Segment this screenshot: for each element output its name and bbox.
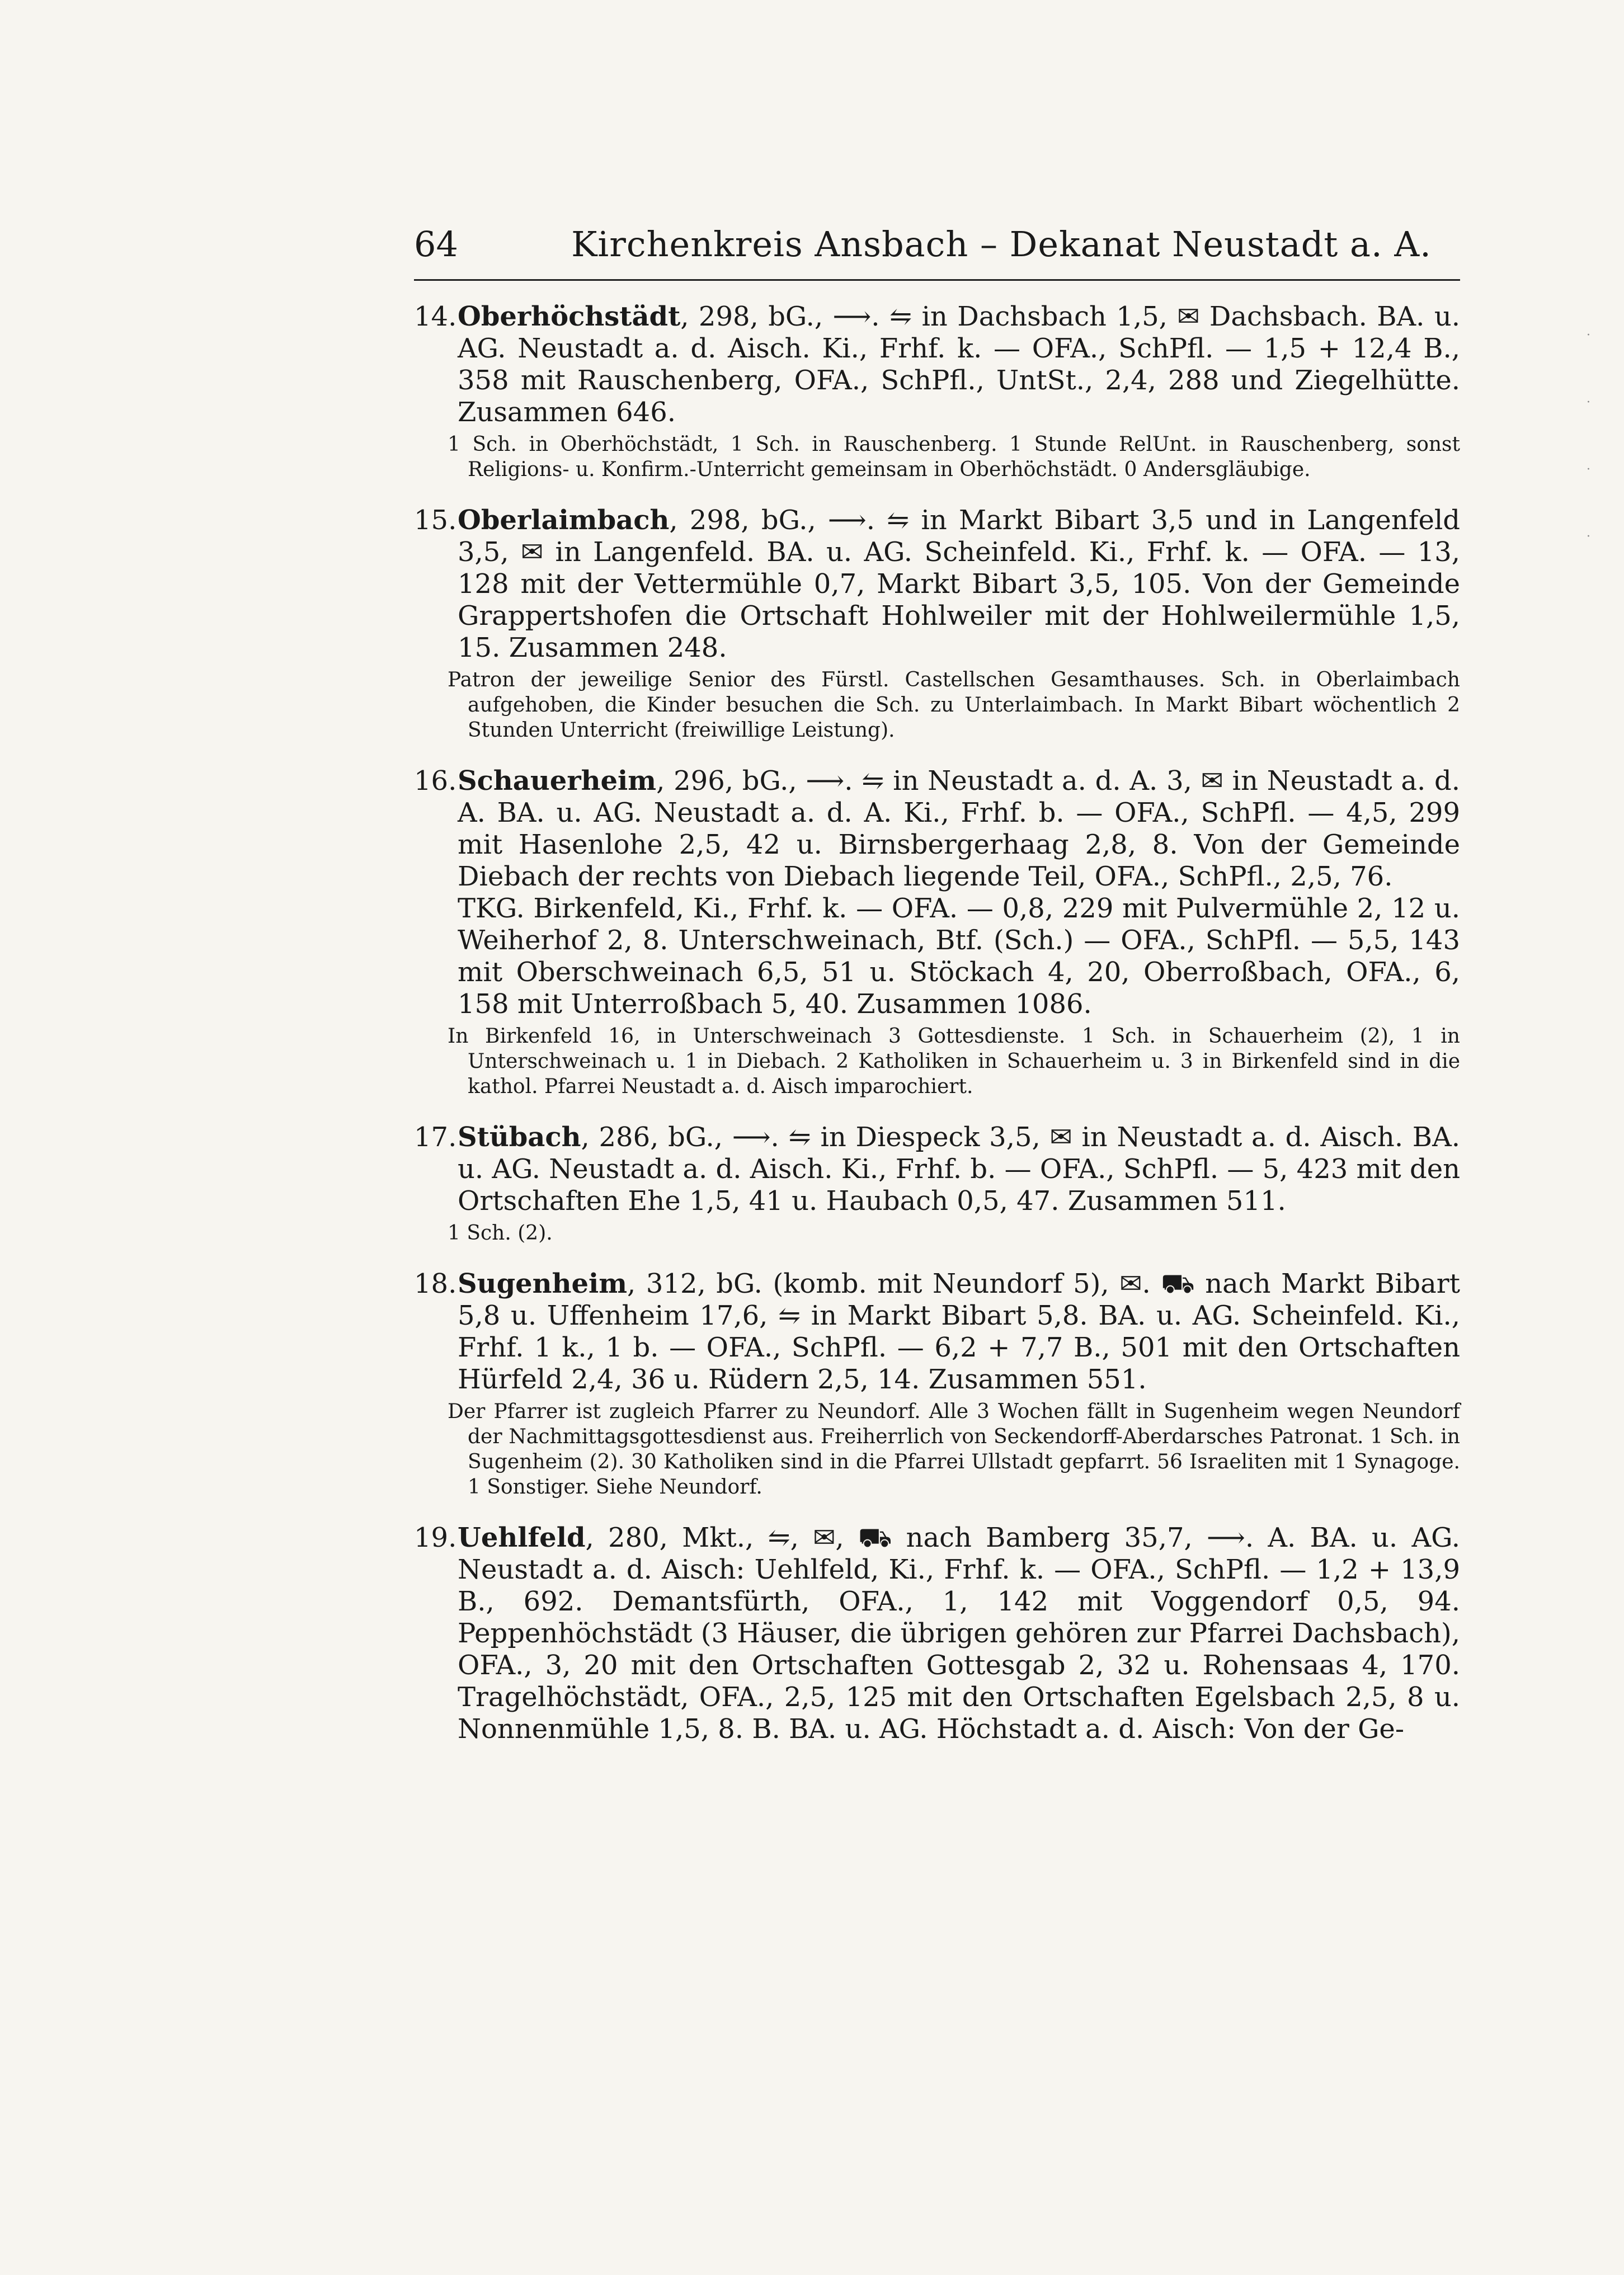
entry-note: 1 Sch. in Oberhöchstädt, 1 Sch. in Rauschenberg. 1 Stunde RelUnt. in Rauschenberg, sonst Religions- u. Konfirm.-Unterricht gemeinsam in Oberhöchstädt. 0 Andersgläubige.	[448, 433, 1460, 481]
list-item	[414, 1268, 1460, 1500]
place-name: Oberlaimbach	[458, 505, 670, 536]
entry-note: 1 Sch. (2).	[448, 1222, 553, 1245]
list-item	[414, 301, 1460, 482]
entry-note: Der Pfarrer ist zugleich Pfarrer zu Neundorf. Alle 3 Wochen fällt in Sugenheim wegen Neundorf der Nachmittagsgottesdienst aus. Freiherrlich von Seckendorff-Aberdarsches Patronat. 1 Sch. in Sugenheim (2). 30 Katholiken sind in die Pfarrei Ullstadt gepfarrt. 56 Israeliten mit 1 Synagoge. 1 Sonstiger. Siehe Neundorf.	[448, 1400, 1460, 1499]
entry-number: 18.	[414, 1268, 457, 1299]
place-name: Oberhöchstädt	[458, 301, 681, 332]
list-item	[414, 765, 1460, 1099]
entry-number: 14.	[414, 301, 457, 332]
page	[414, 224, 1460, 1768]
list-item	[414, 1522, 1460, 1745]
place-name: Stübach	[458, 1122, 581, 1153]
running-head	[414, 224, 1460, 281]
entry-body: , 296, bG., ⟶. ⇋ in Neustadt a. d. A. 3, ✉ in Neustadt a. d. A. BA. u. AG. Neustadt a. d. A. Ki., Frhf. b. — OFA., SchPfl. — 4,5, 299 mit Hasenlohe 2,5, 42 u. Birnsbergerhaag 2,8, 8. Von der Gemeinde Diebach der rechts von Diebach liegende Teil, OFA., SchPfl., 2,5, 76.	[458, 765, 1460, 892]
entry-note: In Birkenfeld 16, in Unterschweinach 3 Gottesdienste. 1 Sch. in Schauerheim (2), 1 in Unterschweinach u. 1 in Diebach. 2 Katholiken in Schauerheim u. 3 in Birkenfeld sind in die kathol. Pfarrei Neustadt a. d. Aisch imparochiert.	[448, 1025, 1460, 1098]
place-name: Sugenheim	[458, 1268, 628, 1299]
entry-text	[414, 1122, 1460, 1217]
page-title: Kirchenkreis Ansbach – Dekanat Neustadt a. A.	[571, 224, 1432, 265]
entry-body: , 298, bG., ⟶. ⇋ in Dachsbach 1,5, ✉ Dachsbach. BA. u. AG. Neustadt a. d. Aisch. Ki., Frhf. k. — OFA., SchPfl. — 1,5 + 12,4 B., 358 mit Rauschenberg, OFA., SchPfl., UntSt., 2,4, 288 und Ziegelhütte. Zusammen 646.	[458, 301, 1460, 428]
page-number: 64	[414, 224, 458, 265]
entry-list	[414, 301, 1460, 1745]
entry-body: , 280, Mkt., ⇋, ✉, ⛟ nach Bamberg 35,7, ⟶. A. BA. u. AG. Neustadt a. d. Aisch: Uehlfeld, Ki., Frhf. k. — OFA., SchPfl. — 1,2 + 13,9 B., 692. Demantsfürth, OFA., 1, 142 mit Voggendorf 0,5, 94. Peppenhöchstädt (3 Häuser, die übrigen gehören zur Pfarrei Dachsbach), OFA., 3, 20 mit den Ortschaften Gottesgab 2, 32 u. Rohensaas 4, 170. Tragelhöchstädt, OFA., 2,5, 125 mit den Ortschaften Egelsbach 2,5, 8 u. Nonnenmühle 1,5, 8. B. BA. u. AG. Höchstadt a. d. Aisch: Von der Ge-	[458, 1522, 1460, 1745]
entry-number: 19.	[414, 1522, 457, 1553]
entry-text	[414, 301, 1460, 428]
entry-body: , 286, bG., ⟶. ⇋ in Diespeck 3,5, ✉ in Neustadt a. d. Aisch. BA. u. AG. Neustadt a. d. Aisch. Ki., Frhf. b. — OFA., SchPfl. — 5, 423 mit den Ortschaften Ehe 1,5, 41 u. Haubach 0,5, 47. Zusammen 511.	[458, 1122, 1461, 1217]
entry-body: , 312, bG. (komb. mit Neundorf 5), ✉. ⛟ nach Markt Bibart 5,8 u. Uffenheim 17,6, ⇋ in Markt Bibart 5,8. BA. u. AG. Scheinfeld. Ki., Frhf. 1 k., 1 b. — OFA., SchPfl. — 6,2 + 7,7 B., 501 mit den Ortschaften Hürfeld 2,4, 36 u. Rüdern 2,5, 14. Zusammen 551.	[458, 1268, 1460, 1395]
entry-number: 16.	[414, 765, 457, 797]
list-item	[414, 505, 1460, 743]
entry-body: , 298, bG., ⟶. ⇋ in Markt Bibart 3,5 und in Langenfeld 3,5, ✉ in Langenfeld. BA. u. AG. Scheinfeld. Ki., Frhf. k. — OFA. — 13, 128 mit der Vettermühle 0,7, Markt Bibart 3,5, 105. Von der Gemeinde Grappertshofen die Ortschaft Hohlweiler mit der Hohlweilermühle 1,5, 15. Zusammen 248.	[458, 505, 1460, 663]
place-name: Schauerheim	[458, 765, 657, 797]
margin-marks: · · · ·	[1587, 328, 1590, 544]
entry-subsection: TKG. Birkenfeld, Ki., Frhf. k. — OFA. — 0,8, 229 mit Pulvermühle 2, 12 u. Weiherhof 2, 8. Unterschweinach, Btf. (Sch.) — OFA., SchPfl. — 5,5, 143 mit Oberschweinach 6,5, 51 u. Stöckach 4, 20, Oberroßbach, OFA., 6, 158 mit Unterroßbach 5, 40. Zusammen 1086.	[458, 893, 1460, 1020]
entry-number: 17.	[414, 1122, 457, 1153]
entry-text	[414, 1268, 1460, 1396]
entry-note: Patron der jeweilige Senior des Fürstl. Castellschen Gesamthauses. Sch. in Oberlaimbach aufgehoben, die Kinder besuchen die Sch. zu Unterlaimbach. In Markt Bibart wöchentlich 2 Stunden Unterricht (freiwillige Leistung).	[448, 668, 1460, 742]
entry-text	[414, 505, 1460, 664]
entry-number: 15.	[414, 505, 457, 536]
list-item	[414, 1122, 1460, 1246]
place-name: Uehlfeld	[458, 1522, 586, 1553]
entry-text	[414, 765, 1460, 893]
entry-text	[414, 1522, 1460, 1745]
